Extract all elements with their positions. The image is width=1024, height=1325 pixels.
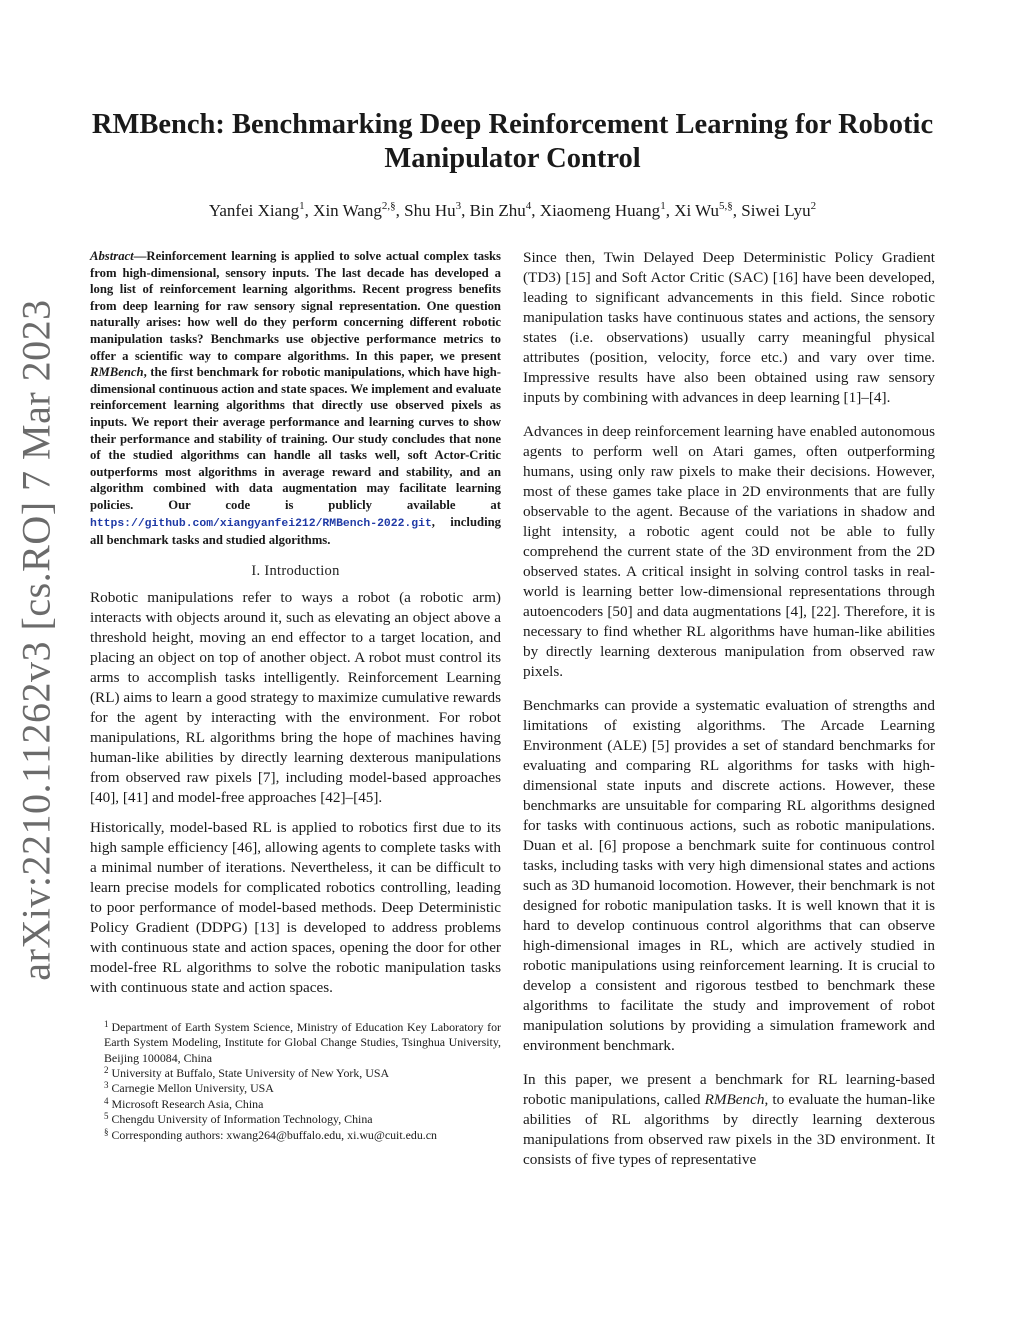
section-heading-introduction: I. Introduction [251, 562, 340, 579]
abstract: Abstract—Reinforcement learning is applied to solve actual complex tasks from high-dimensional, sensory inputs. The last decade has developed a long list of reinforcement learning algorithms. Recent progress benefits from deep learning for raw sensory signal representation. One question naturally arises: how well do they perform concerning different robotic manipulation tasks? Benchmarks use objective performance metrics to offer a scientific way to compare algorithms. In this paper, we present RMBench, the first benchmark for robotic manipulations, which have high-dimensional continuous action and state spaces. We implement and evaluate reinforcement learning algorithms that directly use observed pixels as inputs. We report their average performance and learning curves to show their performance and stability of training. Our study concludes that none of the studied algorithms can handle all tasks well, soft Actor-Critic outperforms most algorithms in average reward and stability, and an algorithm combined with data augmentation may facilitate learning policies. Our code is publicly available at https://github.com/xiangyanfei212/RMBench-2022.git, including all benchmark tasks and studied algorithms. [90, 249, 501, 548]
intro-paragraph: Benchmarks can provide a systematic evaluation of strengths and limitations of existing algorithms. The Arcade Learning Environment (ALE) [5] provides a set of standard benchmarks for evaluating and comparing RL algorithms for tasks with high-dimensional state inputs and discrete actions. However, these benchmarks are unsuitable for comparing RL algorithms designed for tasks with continuous actions, such as robotic manipulations. Duan et al. [6] propose a benchmark suite for continuous control tasks, including tasks with very high dimensional states and actions such as 3D humanoid locomotion. However, their benchmark is not designed for robotic manipulation tasks. It is well known that it is hard to develop continuous control algorithms that can observe high-dimensional images in RL, which are actively studied in robotic manipulations using reinforcement learning. It is crucial to develop a consistent and rigorous testbed to benchmark these algorithms to facilitate the study and improvement of robot manipulation solutions by providing a simulation framework and environment benchmark. [523, 697, 935, 1054]
author: Xiaomeng Huang$^1$ [539, 200, 666, 220]
intro-paragraph: Robotic manipulations refer to ways a robot (a robotic arm) interacts with objects around it, such as elevating an object above a threshold height, moving an end effector to a target location, and placing an object on top of another object. A robot must control its arms to accomplish tasks intelligently. Reinforcement Learning (RL) aims to learn a good strategy to maximize cumulative rewards for the agent by interacting with the environment. For robot manipulations, RL algorithms bring the hope of machines having human-like abilities by directly learning dexterous manipulations from observed raw pixels [7], including model-based approaches [40], [41] and model-free approaches [42]–[45]. [90, 588, 501, 806]
paper-title: RMBench: Benchmarking Deep Reinforcement Learning for Robotic Manipulator Control [91, 109, 934, 174]
footnote: $^1$ Department of Earth System Science, Ministry of Education Key Laboratory for Earth System Modeling, Institute for Global Change Studies, Tsinghua University, Beijing 100084, China [104, 1018, 501, 1065]
arxiv-sidebar-stamp [0, 0, 72, 1325]
author: Xin Wang$^{2,\S}$ [313, 200, 396, 220]
author-list: Yanfei Xiang$^1$, Xin Wang$^{2,\S}$, Shu Hu$^3$, Bin Zhu$^4$, Xiaomeng Huang$^1$, Xi $Wu^{5,\S}$, Siwei Lyu$^2$ [208, 200, 817, 220]
author: Yanfei Xiang$^1$ [208, 200, 305, 220]
author: Siwei Lyu$^2$ [741, 200, 817, 220]
footnotes [90, 1020, 501, 1143]
footnote: $^2$ University at Buffalo, State University of New York, USA [104, 1064, 390, 1080]
right-column [523, 248, 935, 1170]
rmbench-emphasis: RMBench [90, 365, 144, 380]
intro-paragraph: Historically, model-based RL is applied to robotics first due to its high sample efficiency [46], allowing agents to complete tasks with a minimal number of iterations. Nevertheless, it can be difficult to learn precise models for complicated robotics controlling, leading to poor performance of model-based methods. Deep Deterministic Policy Gradient (DDPG) [13] is developed to address problems with continuous state and action spaces, opening the door for other model-free RL algorithms to solve the robotic manipulation tasks with continuous state and action spaces. [90, 818, 501, 996]
rmbench-emphasis: RMBench [704, 1091, 765, 1108]
arxiv-identifier: arXiv:2210.11262v3 [cs.RO] 7 Mar 2023 [13, 299, 59, 981]
footnote: $^5$ Chengdu University of Information Technology, China [104, 1111, 373, 1127]
author: Shu Hu$^3$ [404, 200, 462, 220]
left-column [90, 248, 501, 1143]
footnote: § Corresponding authors: xwang264@buffalo.edu, xi.wu@cuit.edu.cn [104, 1126, 437, 1142]
intro-paragraph: In this paper, we present a benchmark for RL learning-based robotic manipulations, called RMBench, to evaluate the human-like abilities of RL algorithms by directly learning dexterous manipulations from observed raw pixels in the 3D environment. It consists of five types of representative [523, 1071, 936, 1168]
footnote: $^4$ Microsoft Research Asia, China [104, 1095, 264, 1111]
abstract-label: Abstract [90, 249, 134, 263]
author: Bin Zhu$^4$ [469, 200, 532, 220]
footnote: $^3$ Carnegie Mellon University, USA [104, 1080, 274, 1096]
intro-paragraph: Since then, Twin Delayed Deep Deterministic Policy Gradient (TD3) [15] and Soft Actor Critic (SAC) [16] have been developed, leading to significant advancements in this field. Since robotic manipulation tasks have continuous states and actions, the sensory states (i.e. observations) usually carry meaningful physical attributes (position, velocity, force etc.) and vary over time. Impressive results have also been obtained using raw sensory inputs by combining with advances in deep learning [1]–[4]. [523, 249, 935, 406]
author: Xi $Wu^{5,\S}$ [674, 200, 733, 220]
code-repository-link[interactable]: https://github.com/xiangyanfei212/RMBench-2022.git [90, 517, 432, 530]
intro-paragraph: Advances in deep reinforcement learning have enabled autonomous agents to perform well on Atari games, often outperforming humans, using only raw pixels to make their decisions. However, most of these games take place in 2D environments that are fully observable to the agent. Because of the variations in shadow and light intensity, a robotic agent could not be able to fully comprehend the current state of the 3D environment from the 2D observed states. A critical insight in solving control tasks in real-world is learning better low-dimensional representations through autoencoders [50] and data augmentations [4], [22]. Therefore, it is necessary to find whether RL algorithms have human-like abilities by directly learning dexterous manipulation from observed raw pixels. [523, 423, 936, 680]
